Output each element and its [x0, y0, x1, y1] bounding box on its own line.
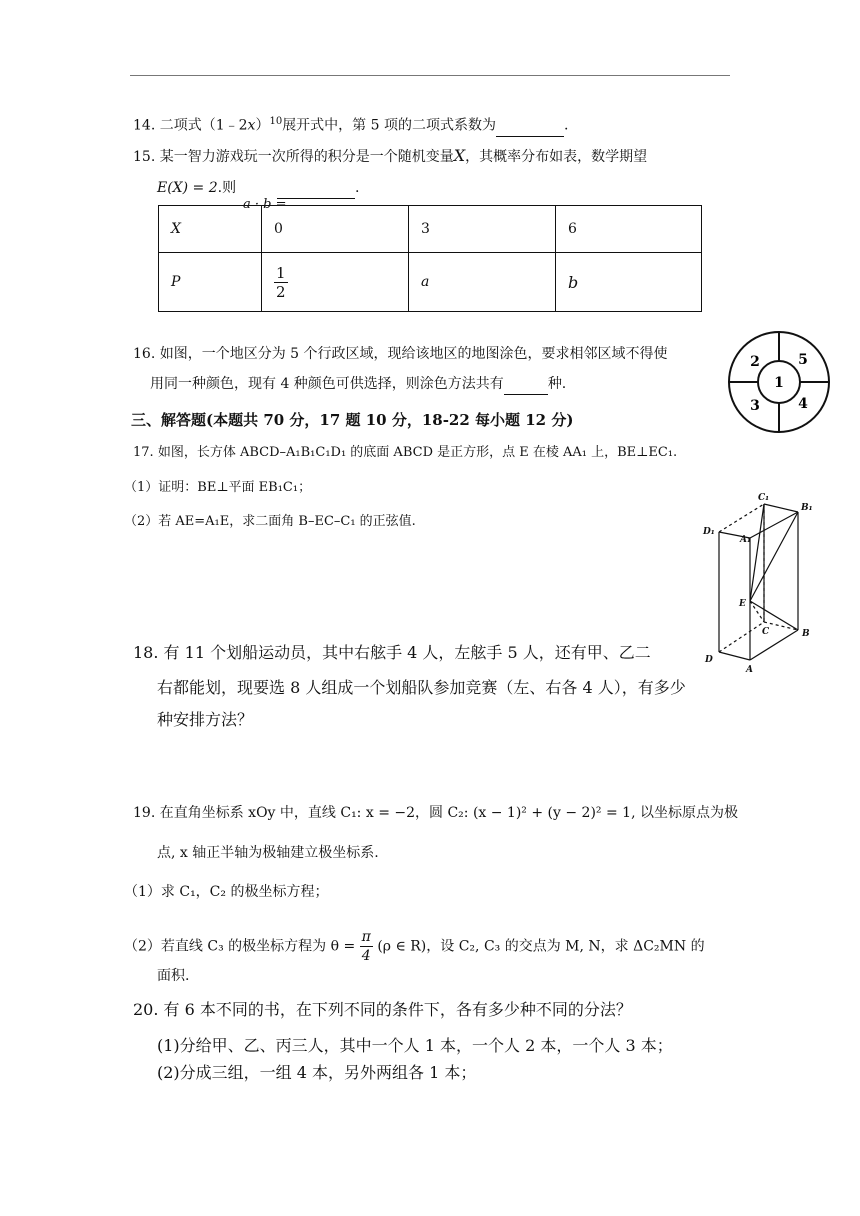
q15-expectation: E(X) = 2 — [157, 180, 218, 196]
vertex-label-d: D — [705, 655, 713, 665]
question-15-line2 — [157, 178, 236, 198]
q16-text: 如图，一个地区分为 5 个行政区域，现给该地区的地图涂色，要求相邻区域不得使 — [159, 346, 668, 362]
q14-variable: x — [247, 117, 256, 134]
question-number: 20. — [133, 1000, 159, 1019]
vertex-label-c: C — [762, 627, 770, 637]
q19-line2: 点, x 轴正半轴为极轴建立极坐标系. — [157, 845, 379, 861]
question-number: 18. — [133, 643, 159, 662]
q19-part2 — [124, 928, 705, 965]
q18-line3: 种安排方法？ — [157, 710, 254, 729]
table-cell: a — [409, 253, 556, 312]
question-17-line1 — [133, 443, 677, 463]
fraction-numerator: π — [361, 929, 371, 945]
answer-blank[interactable] — [277, 178, 355, 199]
fraction — [360, 928, 373, 965]
region-label-3: 3 — [750, 398, 760, 414]
q15-then: .则 — [217, 180, 237, 196]
vertex-label-d1: D₁ — [703, 527, 715, 537]
question-15-line1 — [133, 146, 647, 167]
question-16-line1 — [133, 344, 668, 364]
probability-table — [158, 205, 702, 312]
fraction-numerator: 1 — [276, 263, 286, 282]
region-map-figure — [727, 330, 831, 434]
q17-part1: （1）证明：BE⊥平面 EB₁C₁； — [124, 480, 312, 495]
vertex-label-e: E — [739, 599, 746, 609]
fraction — [274, 264, 288, 301]
cuboid-figure — [700, 488, 830, 678]
question-number: 16. — [133, 346, 156, 362]
q15-variable: X — [453, 146, 466, 165]
question-number: 17. — [133, 445, 154, 460]
q20-part2: (2)分成三组，一组 4 本，另外两组各 1 本； — [157, 1063, 477, 1082]
table-cell: b — [556, 253, 702, 312]
vertex-label-a: A — [746, 665, 753, 675]
question-number: 15. — [133, 149, 156, 165]
table-row — [159, 253, 702, 312]
fraction-denominator: 4 — [361, 948, 371, 964]
question-18-line1 — [133, 642, 651, 664]
table-cell: P — [159, 253, 262, 312]
q19-part2-line2: 面积. — [157, 968, 190, 984]
q19-part2-text-rest: (ρ ∈ R)，设 C₂, C₃ 的交点为 M, N，求 ΔC₂MN 的 — [377, 938, 705, 955]
table-cell: 6 — [556, 206, 702, 253]
vertex-label-a1: A₁ — [740, 535, 751, 545]
question-number: 14. — [133, 117, 156, 134]
q20-text: 有 6 本不同的书，在下列不同的条件下，各有多少种不同的分法？ — [163, 1000, 632, 1019]
region-label-5: 5 — [798, 352, 808, 368]
header-rule — [130, 75, 730, 76]
q18-text: 有 11 个划船运动员，其中右舷手 4 人，左舷手 5 人，还有甲、乙二 — [163, 643, 651, 662]
question-16-line2 — [150, 374, 566, 395]
q18-line2: 右都能划，现要选 8 人组成一个划船队参加竞赛（左、右各 4 人），有多少 — [157, 678, 686, 697]
q17-part2: （2）若 AE=A₁E，求二面角 B–EC–C₁ 的正弦值. — [124, 514, 416, 529]
q16-end: 种. — [547, 376, 567, 392]
table-cell-fraction — [262, 253, 409, 312]
q14-paren: ） — [255, 117, 270, 134]
answer-blank[interactable] — [496, 116, 564, 137]
vertex-label-b1: B₁ — [801, 503, 813, 513]
table-cell: 3 — [409, 206, 556, 253]
q15-end: . — [355, 180, 360, 196]
question-19-line1 — [133, 803, 738, 823]
q15-text-rest: ，其概率分布如表，数学期望 — [465, 149, 648, 165]
question-20-line1 — [133, 999, 632, 1021]
table-row — [159, 206, 702, 253]
q15-text: 某一智力游戏玩一次所得的积分是一个随机变量 — [159, 149, 454, 165]
q17-text: 如图，长方体 ABCD–A₁B₁C₁D₁ 的底面 ABCD 是正方形，点 E 在棱 AA₁ 上，BE⊥EC₁. — [157, 445, 678, 460]
q19-part2-text: （2）若直线 C₃ 的极坐标方程为 θ = — [124, 938, 356, 955]
q19-text: 在直角坐标系 xOy 中，直线 C₁: x = −2，圆 C₂: (x − 1)² + (y − 2)² = 1, 以坐标原点为极 — [159, 805, 738, 821]
q14-text: 二项式（1﹣2 — [159, 117, 248, 134]
region-label-1: 1 — [774, 375, 784, 391]
q14-exponent: 10 — [269, 116, 283, 127]
q15-answer-line — [277, 178, 359, 199]
q19-part1: （1）求 C₁，C₂ 的极坐标方程； — [124, 884, 329, 900]
vertex-label-c1: C₁ — [758, 493, 770, 503]
question-14 — [133, 112, 568, 137]
q16-text: 用同一种颜色，现有 4 种颜色可供选择，则涂色方法共有 — [150, 376, 504, 392]
vertex-label-b: B — [802, 629, 810, 639]
table-cell: 0 — [262, 206, 409, 253]
answer-blank[interactable] — [504, 374, 548, 395]
question-number: 19. — [133, 805, 156, 821]
q14-text-rest: 展开式中，第 5 项的二项式系数为 — [282, 117, 496, 134]
region-label-4: 4 — [798, 396, 808, 412]
fraction-denominator: 2 — [276, 282, 286, 301]
q20-part1: (1)分给甲、乙、丙三人，其中一个人 1 本，一个人 2 本，一个人 3 本； — [157, 1036, 673, 1055]
table-cell: X — [159, 206, 262, 253]
section-heading: 三、解答题(本题共 70 分，17 题 10 分，18-22 每小题 12 分) — [131, 411, 574, 429]
q15-ab-expression: a · b = — [243, 197, 287, 212]
q14-end: . — [564, 117, 569, 134]
region-label-2: 2 — [750, 354, 760, 370]
